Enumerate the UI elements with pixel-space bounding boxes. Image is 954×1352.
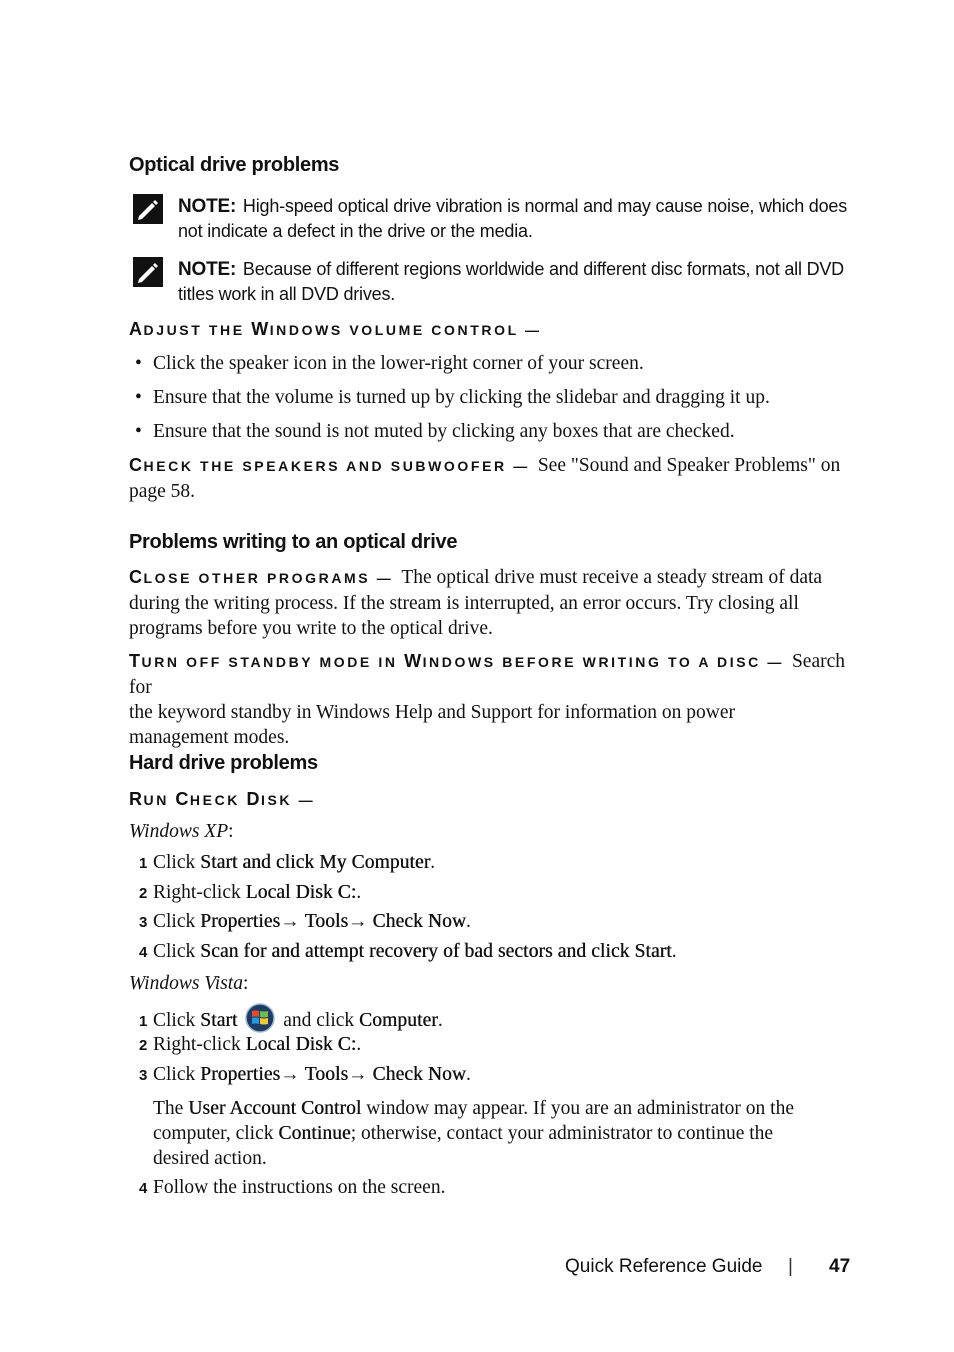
xp-step: 2 Right-click Local Disk C:. <box>139 882 362 903</box>
section-title-writing: Problems writing to an optical drive <box>129 531 458 553</box>
page-number: 47 <box>829 1256 851 1277</box>
vista-step: 1 Click Start and click Computer. <box>139 1003 443 1040</box>
vista-step: 2 Right-click Local Disk C:. <box>139 1034 362 1055</box>
turn-off-standby-paragraph: TURN OFF STANDBY MODE IN WINDOWS BEFORE WRITING TO A DISC — Search for the keyword standby in Windows Help and Support for information on power management modes. <box>129 651 846 748</box>
windows-vista-label: Windows Vista: <box>129 973 249 994</box>
note-text: High-speed optical drive vibration is normal and may cause noise, which does not indicate a defect in the drive or the media. <box>178 196 848 241</box>
windows-xp-label: Windows XP: <box>129 821 234 842</box>
heading-run-check-disk: RUN CHECK DISK — <box>129 789 316 809</box>
close-programs-paragraph: CLOSE OTHER PROGRAMS — The optical drive must receive a steady stream of data during the writing process. If the stream is interrupted, an error occurs. Try closing all programs before you write to the optical drive. <box>129 567 823 639</box>
note-label: NOTE: <box>178 259 237 280</box>
note-label: NOTE: <box>178 196 237 217</box>
vista-step: 4 Follow the instructions on the screen. <box>139 1177 446 1198</box>
heading-adjust-volume: ADJUST THE WINDOWS VOLUME CONTROL — <box>129 319 542 339</box>
section-title-optical: Optical drive problems <box>129 154 340 176</box>
bullet-item: • Click the speaker icon in the lower-right corner of your screen. <box>135 353 644 374</box>
note-vibration <box>133 194 853 244</box>
xp-step: 4 Click Scan for and attempt recovery of bad sectors and click Start. <box>139 941 677 962</box>
xp-step: 3 Click Properties→ Tools→ Check Now. <box>139 911 471 932</box>
footer-guide-title: Quick Reference Guide <box>565 1256 763 1277</box>
note-text: Because of different regions worldwide and different disc formats, not all DVD titles work in all DVD drives. <box>178 259 844 304</box>
check-speakers-paragraph: CHECK THE SPEAKERS AND SUBWOOFER — See "Sound and Speaker Problems" on page 58. <box>129 455 841 502</box>
vista-step: 3 Click Properties→ Tools→ Check Now. <box>139 1064 471 1085</box>
footer-separator: | <box>788 1256 793 1277</box>
uac-paragraph: The User Account Control window may appear. If you are an administrator on the computer, click Continue; otherwise, contact your administrator to continue the desired action. <box>153 1098 794 1169</box>
section-title-hard-drive: Hard drive problems <box>129 752 318 774</box>
note-dvd-regions <box>133 257 853 307</box>
note-pencil-icon <box>133 257 163 287</box>
bullet-item: • Ensure that the volume is turned up by clicking the slidebar and dragging it up. <box>135 387 770 408</box>
bullet-item: • Ensure that the sound is not muted by clicking any boxes that are checked. <box>135 421 735 442</box>
xp-step: 1 Click Start and click My Computer. <box>139 852 436 873</box>
note-pencil-icon <box>133 194 163 224</box>
